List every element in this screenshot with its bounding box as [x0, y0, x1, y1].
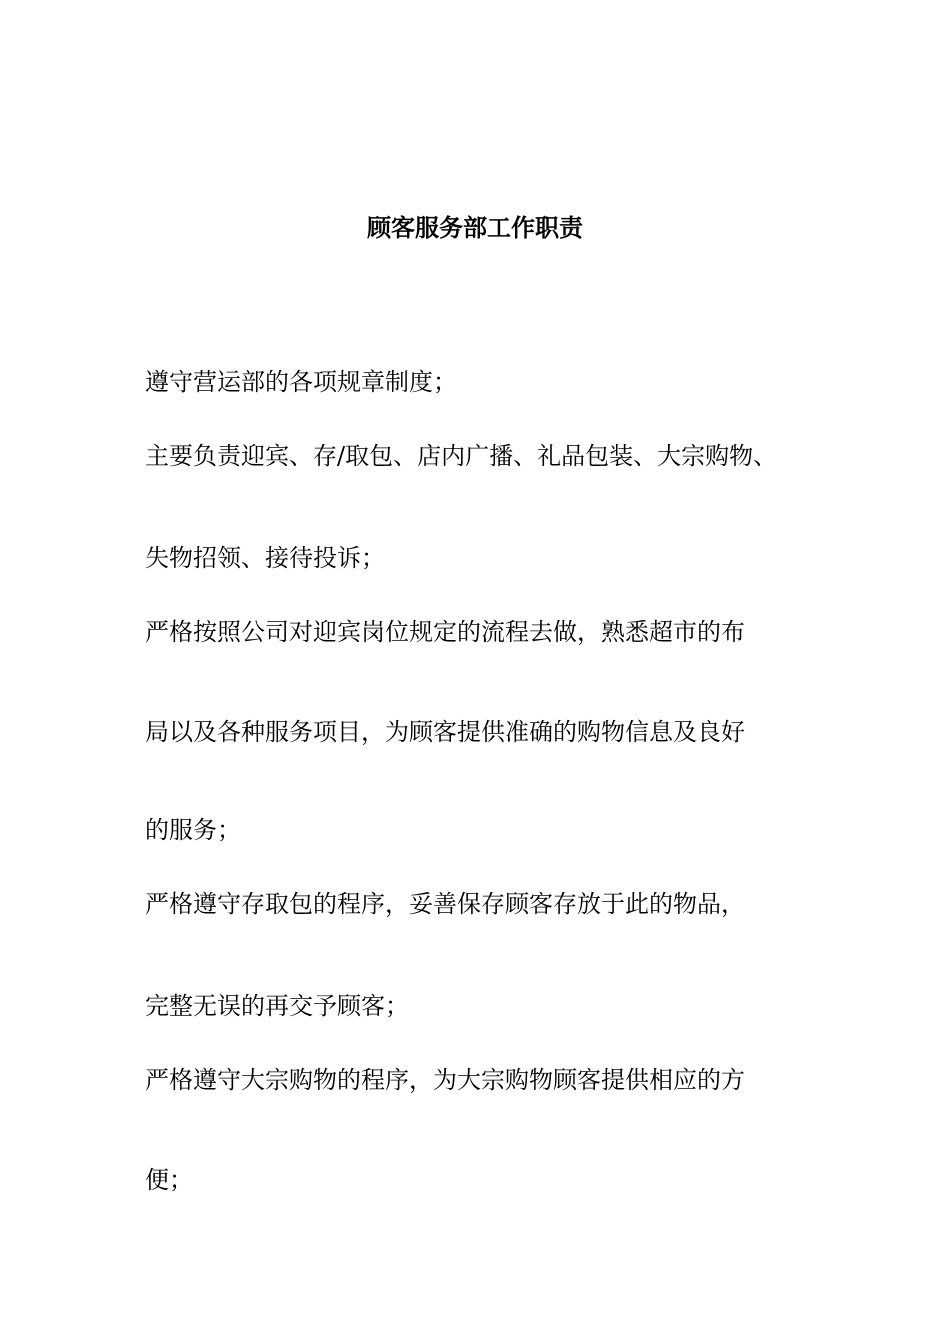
body-line-3: 失物招领、接待投诉；	[145, 544, 385, 572]
body-line-1: 遵守营运部的各项规章制度；	[145, 368, 457, 396]
body-line-10: 便；	[145, 1166, 193, 1194]
body-line-7: 严格遵守存取包的程序，妥善保存顾客存放于此的物品，	[145, 890, 745, 918]
document-title: 顾客服务部工作职责	[367, 213, 583, 242]
body-line-5: 局以及各种服务项目，为顾客提供准确的购物信息及良好	[145, 718, 745, 746]
body-line-9: 严格遵守大宗购物的程序，为大宗购物顾客提供相应的方	[145, 1066, 745, 1094]
body-line-6: 的服务；	[145, 816, 241, 844]
body-line-4: 严格按照公司对迎宾岗位规定的流程去做，熟悉超市的布	[145, 618, 745, 646]
body-line-8: 完整无误的再交予顾客；	[145, 992, 409, 1020]
body-line-2: 主要负责迎宾、存/取包、店内广播、礼品包装、大宗购物、	[145, 442, 778, 470]
